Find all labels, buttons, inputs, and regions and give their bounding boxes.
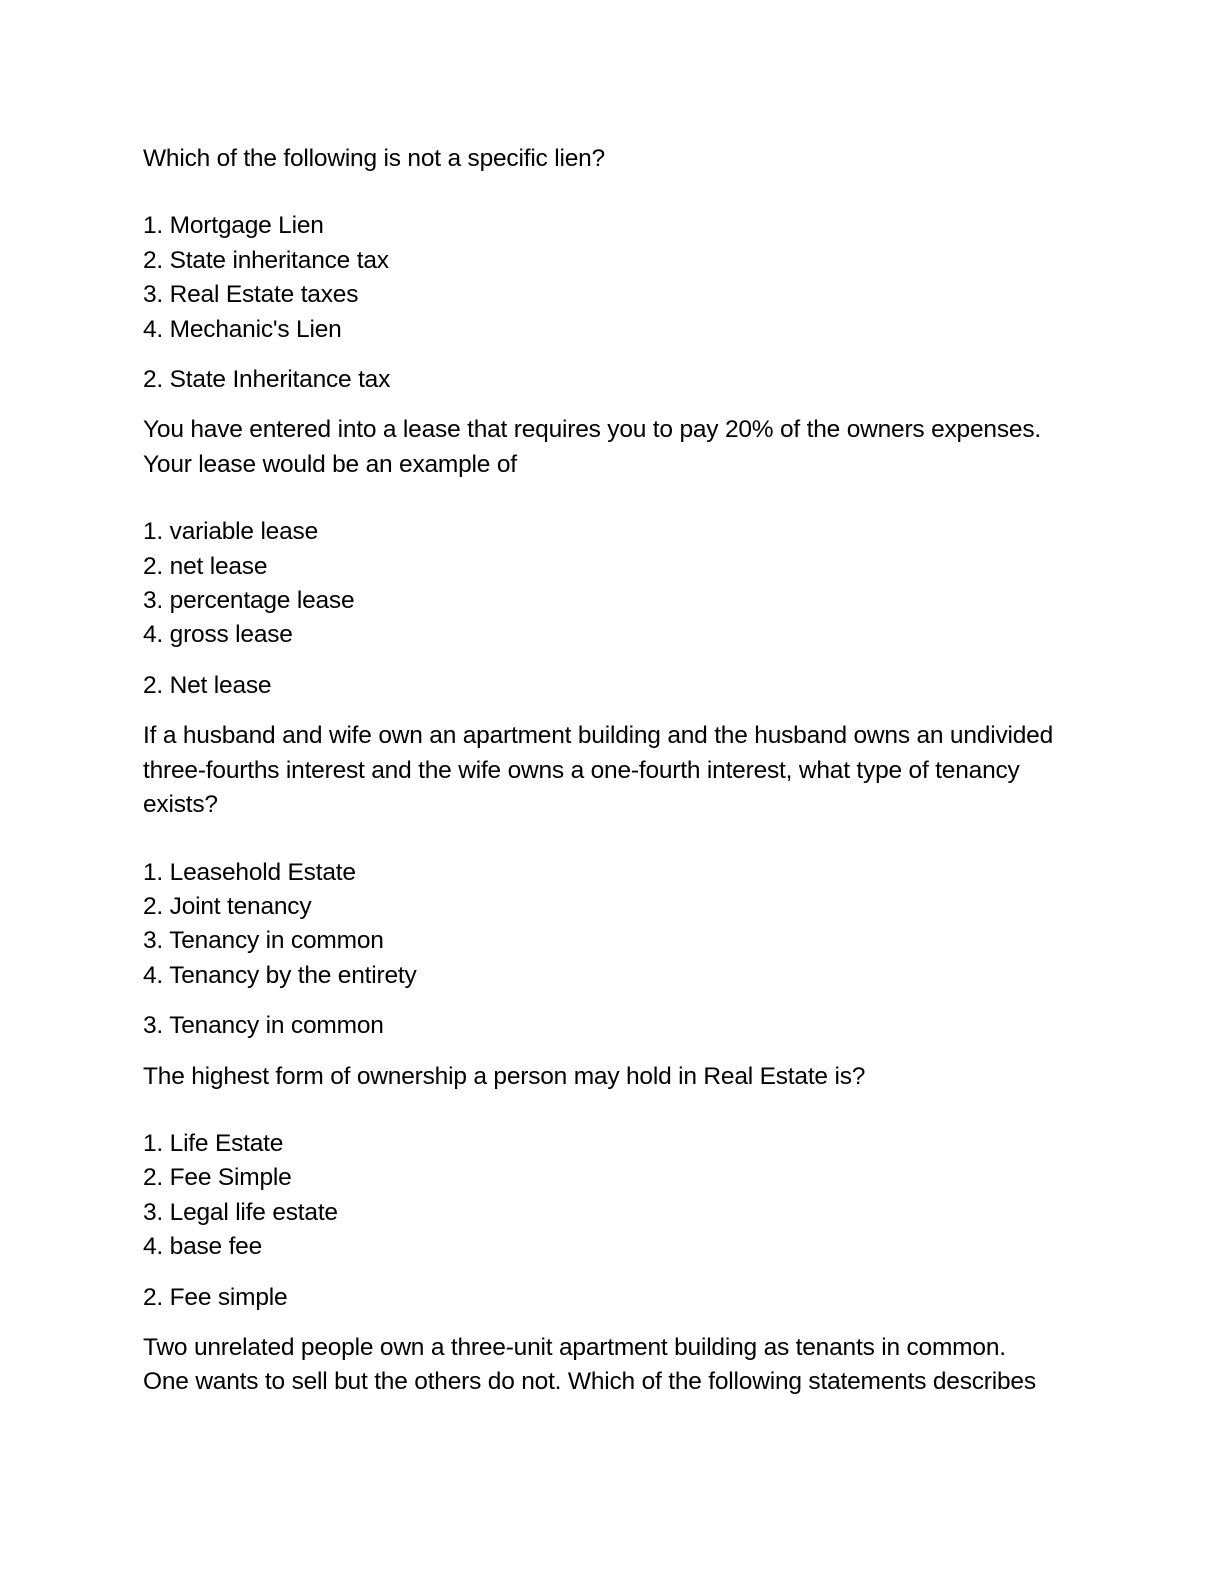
option-item: 2. Joint tenancy	[143, 892, 312, 920]
option-item: 3. percentage lease	[143, 587, 355, 615]
question-text: Which of the following is not a specific lien?	[143, 145, 605, 172]
option-item: 2. State inheritance tax	[143, 246, 389, 274]
option-list	[143, 515, 1083, 653]
question-block-3	[143, 719, 1083, 1043]
question-line: If a husband and wife own an apartment building and the husband owns an undivided	[143, 722, 1054, 750]
answer-text: 2. Fee simple	[143, 1283, 288, 1311]
question-line: three-fourths interest and the wife owns a one-fourth interest, what type of tenancy	[143, 756, 1020, 784]
question-text	[143, 719, 1083, 822]
document-page	[143, 142, 1083, 1400]
option-list	[143, 1127, 1083, 1265]
question-text	[143, 1331, 1083, 1400]
option-item: 4. Mechanic's Lien	[143, 315, 342, 343]
question-block-4	[143, 1060, 1083, 1315]
question-line: Two unrelated people own a three-unit apartment building as tenants in common.	[143, 1333, 1006, 1361]
option-item: 3. Real Estate taxes	[143, 281, 359, 309]
question-text: The highest form of ownership a person may hold in Real Estate is?	[143, 1062, 866, 1090]
answer-text: 2. Net lease	[143, 671, 272, 699]
option-item: 2. Fee Simple	[143, 1164, 292, 1192]
question-block-1	[143, 142, 1083, 397]
option-list	[143, 209, 1083, 347]
question-line: You have entered into a lease that requires you to pay 20% of the owners expenses.	[143, 416, 1041, 444]
question-line: Your lease would be an example of	[143, 450, 517, 478]
answer-text: 3. Tenancy in common	[143, 1012, 384, 1040]
option-item: 4. gross lease	[143, 621, 293, 649]
option-item: 1. Leasehold Estate	[143, 858, 356, 886]
question-line: exists?	[143, 791, 218, 819]
question-block-2	[143, 413, 1083, 703]
option-item: 3. Tenancy in common	[143, 927, 384, 955]
option-item: 1. variable lease	[143, 518, 319, 546]
option-item: 4. base fee	[143, 1233, 263, 1261]
option-item: 1. Mortgage Lien	[143, 212, 324, 240]
question-block-5	[143, 1331, 1083, 1400]
option-item: 2. net lease	[143, 552, 268, 580]
question-line: One wants to sell but the others do not. Which of the following statements describes	[143, 1368, 1036, 1396]
answer-text: 2. State Inheritance tax	[143, 366, 391, 394]
option-item: 1. Life Estate	[143, 1129, 284, 1157]
option-item: 4. Tenancy by the entirety	[143, 961, 417, 989]
option-list	[143, 856, 1083, 994]
option-item: 3. Legal life estate	[143, 1198, 338, 1226]
question-text	[143, 413, 1083, 482]
